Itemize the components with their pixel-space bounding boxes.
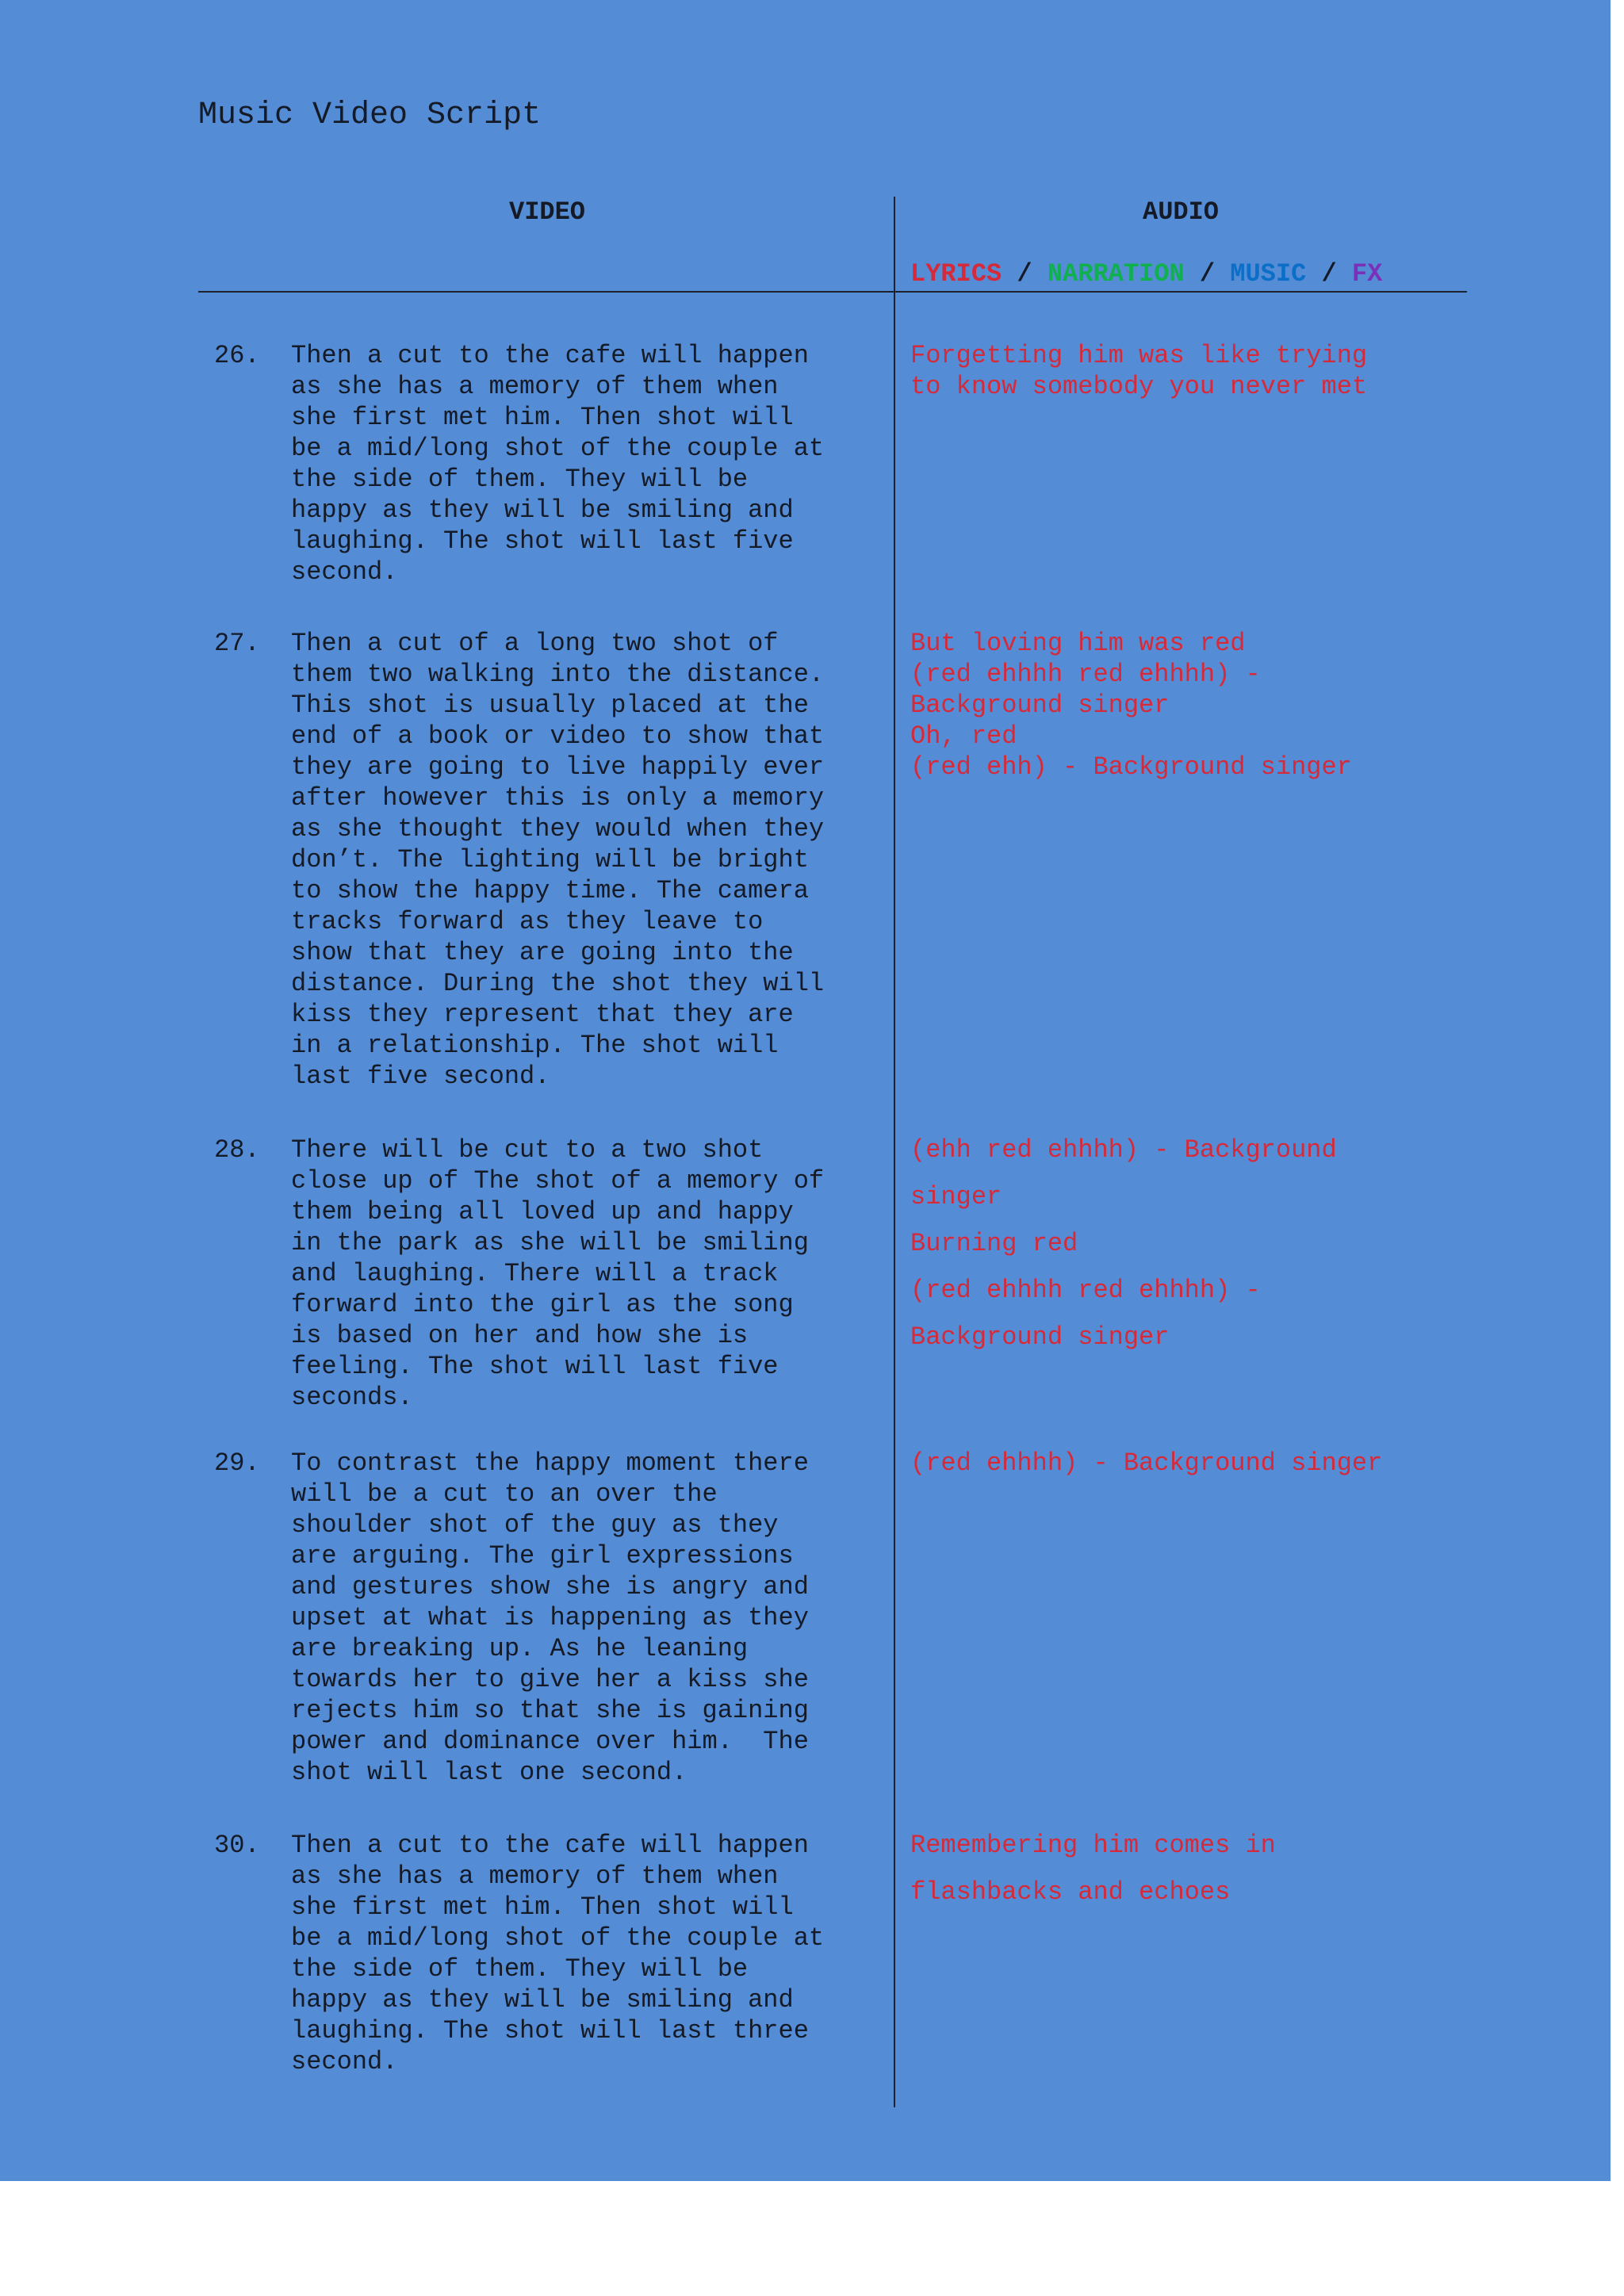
legend-separator: / (1002, 259, 1048, 289)
shot-video-description: There will be cut to a two shot close up of The shot of a memory of them being all loved up and happy in the park as she will be smiling and laughing. There will a track forward into the girl as the song is based on her and how she is feeling. The shot will last five seconds. (291, 1135, 825, 1412)
shot-number: 28. (214, 1135, 260, 1165)
legend-music: MUSIC (1230, 259, 1307, 289)
column-divider (894, 197, 895, 2107)
video-column-header: VIDEO (508, 197, 585, 227)
shot-number: 26. (214, 341, 260, 370)
shot-number: 30. (214, 1831, 260, 1860)
shot-audio-lyrics: But loving him was red (red ehhhh red ehhhh) - Background singer Oh, red (red ehh) - Background singer (910, 629, 1352, 782)
shot-audio-lyrics: Remembering him comes in flashbacks and echoes (910, 1831, 1276, 1907)
shot-number: 27. (214, 629, 260, 658)
header-divider (198, 291, 1467, 293)
shot-video-description: Then a cut of a long two shot of them two walking into the distance. This shot is usually placed at the end of a book or video to show that they are going to live happily ever after however this is only a memory as she thought they would when they don’t. The lighting will be bright to show the happy time. The camera tracks forward as they leave to show that they are going into the distance. During the shot they will kiss they represent that they are in a relationship. The shot will last five second. (291, 629, 825, 1091)
shot-number: 29. (214, 1448, 260, 1478)
document-title: Music Video Script (198, 98, 542, 133)
legend-narration: NARRATION (1047, 259, 1185, 289)
shot-audio-lyrics: (ehh red ehhhh) - Background singer Burning red (red ehhhh red ehhhh) - Background singer (910, 1135, 1337, 1352)
legend-fx: FX (1351, 259, 1383, 289)
legend-separator: / (1306, 259, 1352, 289)
legend-separator: / (1184, 259, 1231, 289)
audio-column-header: AUDIO (1142, 197, 1219, 227)
shot-audio-lyrics: (red ehhhh) - Background singer (910, 1448, 1383, 1478)
audio-legend (910, 255, 1382, 293)
shot-audio-lyrics: Forgetting him was like trying to know somebody you never met (910, 341, 1368, 401)
legend-lyrics: LYRICS (910, 259, 1002, 289)
shot-video-description: Then a cut to the cafe will happen as she has a memory of them when she first met him. Then shot will be a mid/long shot of the couple at the side of them. They will be happy as they will be smiling and laughing. The shot will last three second. (291, 1831, 825, 2076)
shot-video-description: Then a cut to the cafe will happen as she has a memory of them when she first met him. Then shot will be a mid/long shot of the couple at the side of them. They will be happy as they will be smiling and laughing. The shot will last five second. (291, 341, 825, 587)
shot-video-description: To contrast the happy moment there will be a cut to an over the shoulder shot of the guy as they are arguing. The girl expressions and gestures show she is angry and upset at what is happening as they are breaking up. As he leaning towards her to give her a kiss she rejects him so that she is gaining power and dominance over him. The shot will last one second. (291, 1448, 809, 1787)
